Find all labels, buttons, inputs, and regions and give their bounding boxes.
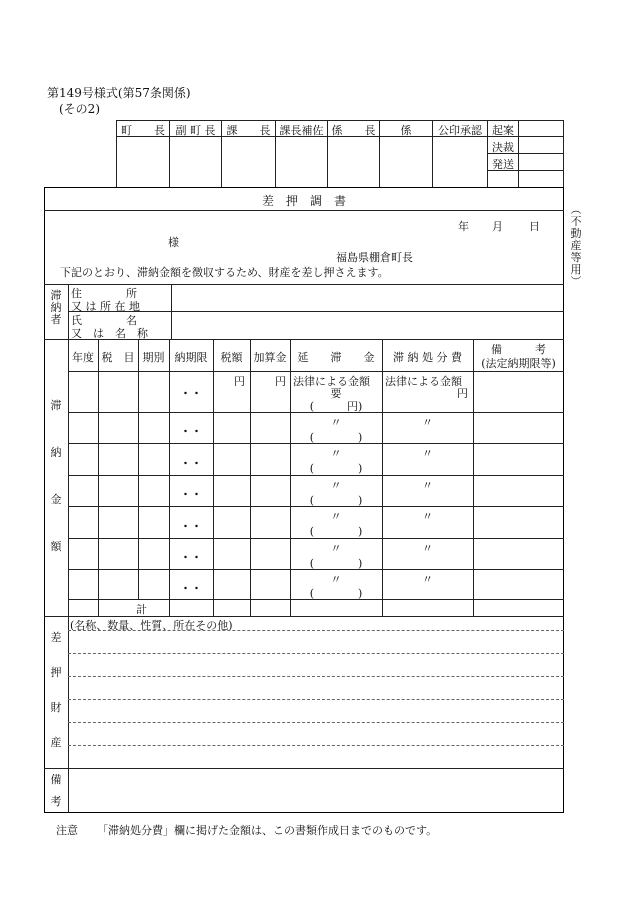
approval-row-draft: 起案: [492, 124, 514, 137]
header-due-date: 納期限: [174, 351, 208, 364]
date-month: 月: [492, 220, 503, 233]
row6-delay-ditto: 〃: [330, 542, 342, 555]
approval-col-assistant-chief: 課長補佐: [279, 124, 324, 137]
row2-delay-ditto: 〃: [330, 416, 342, 429]
header-tax-item: 税 目: [101, 351, 135, 364]
row7-fee-ditto: 〃: [422, 573, 433, 586]
row3-fee-ditto: 〃: [422, 447, 433, 460]
row3-delay-paren: ( ): [309, 462, 363, 475]
row1-fee-line1: 法律による金額: [385, 375, 462, 388]
row7-delay-paren: ( ): [309, 587, 363, 600]
approval-col-staff: 係: [400, 124, 412, 137]
taxpayer-group-label: 滞 納 者: [50, 289, 62, 326]
row3-delay-ditto: 〃: [330, 447, 342, 460]
header-disposition-fee: 滞 納 処 分 費: [393, 351, 462, 364]
row1-fee-line2: 円: [457, 387, 468, 400]
row4-delay-paren: ( ): [309, 494, 363, 507]
row7-due-dot: ・・: [180, 582, 202, 595]
row4-due-dot: ・・: [180, 488, 202, 501]
approval-col-deputy-mayor: 副 町 長: [175, 124, 216, 137]
name-label-1: 氏 名: [71, 314, 137, 327]
approval-row-decision: 決裁: [492, 141, 514, 154]
address-label-2: 又 は 所 在 地: [71, 300, 140, 313]
property-hint: (名称、数量、性質、所在その他): [70, 619, 233, 632]
row1-delay-line2: 要: [330, 387, 342, 400]
row6-due-dot: ・・: [180, 551, 202, 564]
addressee-suffix: 様: [168, 236, 179, 249]
row2-delay-paren: ( ): [309, 431, 363, 444]
document-title: 差 押 調 書: [261, 194, 346, 208]
row5-delay-ditto: 〃: [330, 510, 342, 523]
date-year: 年: [458, 220, 469, 233]
address-label-1: 住 所: [71, 287, 137, 300]
row4-fee-ditto: 〃: [422, 479, 433, 492]
form-sub: (その2): [59, 102, 100, 116]
footer-note: 「滞納処分費」欄に掲げた金額は、この書類作成日までのものです。: [97, 824, 438, 837]
footer-note-label: 注意: [56, 824, 78, 837]
row1-due-dot: ・・: [180, 387, 202, 400]
approval-col-section-chief: 課 長: [226, 124, 271, 137]
property-group-label: 差 押 財 産: [50, 631, 62, 749]
header-year: 年度: [72, 351, 94, 364]
row5-delay-paren: ( ): [309, 525, 363, 538]
remarks-group-label: 備 考: [50, 773, 62, 808]
header-period: 期別: [142, 351, 165, 364]
approval-col-seal: 公印承認: [438, 124, 482, 137]
row1-tax-yen: 円: [234, 375, 245, 388]
row1-delay-line1: 法律による金額: [293, 375, 370, 388]
row5-due-dot: ・・: [180, 520, 202, 533]
side-note: ︵ 不 動 産 等 用 ︶: [570, 203, 582, 288]
approval-col-subsection-chief: 係 長: [331, 124, 376, 137]
row4-delay-ditto: 〃: [330, 479, 342, 492]
header-delay-charge: 延 滞 金: [297, 351, 375, 364]
header-remarks-2: (法定納期限等): [481, 357, 556, 370]
row2-fee-ditto: 〃: [422, 416, 433, 429]
header-tax-amount: 税額: [220, 351, 243, 364]
row7-delay-ditto: 〃: [330, 573, 342, 586]
row6-fee-ditto: 〃: [422, 542, 433, 555]
header-surcharge: 加算金: [253, 351, 287, 364]
total-label: 計: [136, 603, 147, 616]
amount-group-label: 滞 納 金 額: [50, 399, 62, 553]
row6-delay-paren: ( ): [309, 557, 363, 570]
form-number: 第149号様式(第57条関係): [47, 86, 191, 100]
row2-due-dot: ・・: [180, 425, 202, 438]
issuer: 福島県棚倉町長: [336, 251, 413, 264]
header-remarks-1: 備 考: [491, 343, 546, 356]
approval-col-mayor: 町 長: [121, 124, 165, 137]
row3-due-dot: ・・: [180, 457, 202, 470]
approval-row-dispatch: 発送: [492, 158, 514, 171]
date-day: 日: [529, 220, 540, 233]
row1-surcharge-yen: 円: [275, 375, 286, 388]
name-label-2: 又 は 名 称: [71, 327, 148, 340]
row1-delay-line3: ( 円): [309, 400, 363, 413]
intro-text: 下記のとおり、滞納金額を徴収するため、財産を差し押さえます。: [60, 266, 389, 279]
row5-fee-ditto: 〃: [422, 510, 433, 523]
